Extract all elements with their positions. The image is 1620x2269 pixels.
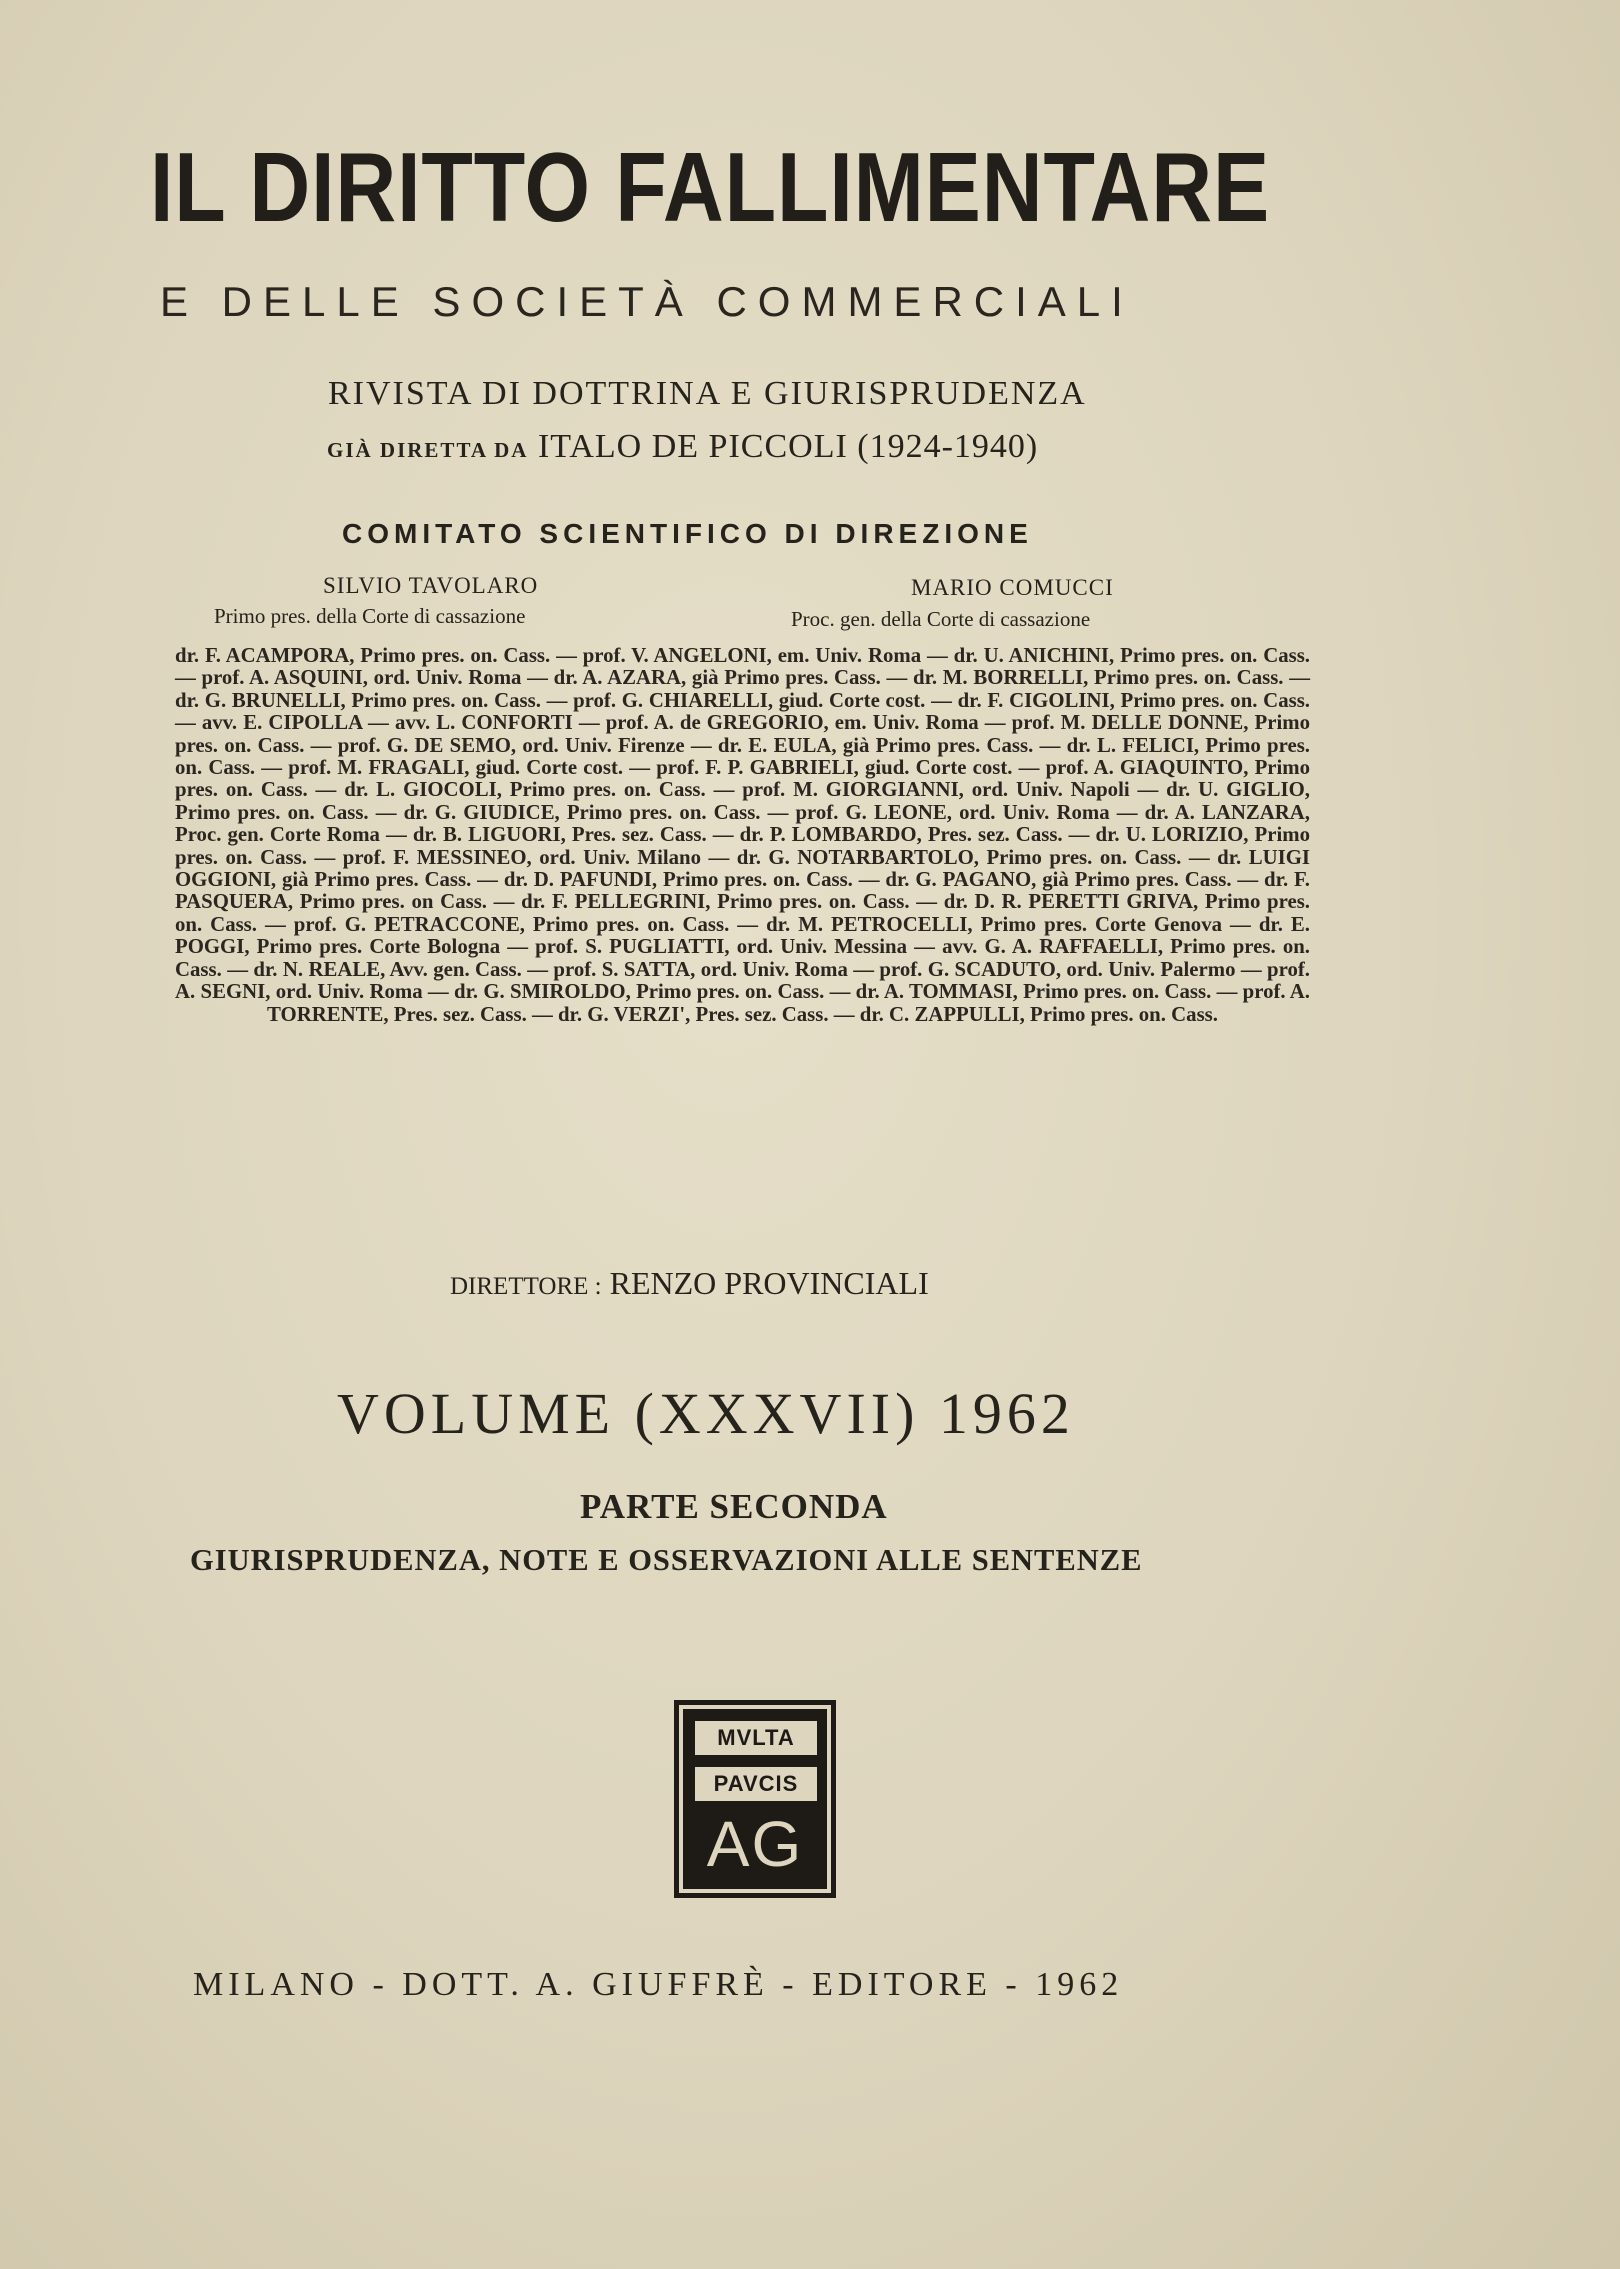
director-role-2: Proc. gen. della Corte di cassazione [791, 607, 1091, 631]
logo-monogram: AG [706, 1808, 804, 1880]
journal-title: IL DIRITTO FALLIMENTARE [150, 132, 1271, 242]
director-name-1: SILVIO TAVOLARO [323, 573, 539, 598]
logo-panel [683, 1709, 827, 1889]
editor-line [450, 1265, 929, 1302]
publisher-imprint: MILANO - DOTT. A. GIUFFRÈ - EDITORE - 1962 [193, 1966, 1124, 2003]
editor-name: RENZO PROVINCIALI [609, 1265, 929, 1301]
founder-prefix: GIÀ DIRETTA DA [327, 438, 529, 462]
logo-motto-1: MVLTA [695, 1721, 817, 1755]
editor-label: DIRETTORE : [450, 1273, 602, 1300]
part-title: PARTE SECONDA [580, 1487, 888, 1526]
committee-members: dr. F. ACAMPORA, Primo pres. on. Cass. — prof. V. ANGELONI, em. Univ. Roma — dr. U. ANICHINI, Primo pres. on. Cass. — prof. A. ASQUINI, ord. Univ. Roma — dr. A. AZARA, già Primo pres. Cass. — dr. M. BORRELLI, Primo pres. on. Cass. — dr. G. BRUNELLI, Primo pres. on. Cass. — prof. G. CHIARELLI, giud. Corte cost. — dr. F. CIGOLINI, Primo pres. on. Cass. — avv. E. CIPOLLA — avv. L. CONFORTI — prof. A. de GREGORIO, em. Univ. Roma — prof. M. DELLE DONNE, Primo pres. on. Cass. — prof. G. DE SEMO, ord. Univ. Firenze — dr. E. EULA, già Primo pres. Cass. — dr. L. FELICI, Primo pres. on. Cass. — prof. M. FRAGALI, giud. Corte cost. — prof. F. P. GABRIELI, giud. Corte cost. — prof. A. GIAQUINTO, Primo pres. on. Cass. — dr. L. GIOCOLI, Primo pres. on. Cass. — prof. M. GIORGIANNI, ord. Univ. Napoli — dr. U. GIGLIO, Primo pres. on. Cass. — dr. G. GIUDICE, Primo pres. on. Cass. — prof. G. LEONE, ord. Univ. Roma — dr. A. LANZARA, Proc. gen. Corte Roma — dr. B. LIGUORI, Pres. sez. Cass. — dr. P. LOMBARDO, Pres. sez. Cass. — dr. U. LORIZIO, Primo pres. on. Cass. — prof. F. MESSINEO, ord. Univ. Milano — dr. G. NOTARBARTOLO, Primo pres. on. Cass. — dr. LUIGI OGGIONI, già Primo pres. Cass. — dr. D. PAFUNDI, Primo pres. on. Cass. — dr. G. PAGANO, già Primo pres. Cass. — dr. F. PASQUERA, Primo pres. on Cass. — dr. F. PELLEGRINI, Primo pres. on. Cass. — dr. D. R. PERETTI GRIVA, Primo pres. on. Cass. — prof. G. PETRACCONE, Primo pres. on. Cass. — dr. M. PETROCELLI, Primo pres. Corte Genova — dr. E. POGGI, Primo pres. Corte Bologna — prof. S. PUGLIATTI, ord. Univ. Messina — avv. G. A. RAFFAELLI, Primo pres. on. Cass. — dr. N. REALE, Avv. gen. Cass. — prof. S. SATTA, ord. Univ. Roma — prof. G. SCADUTO, ord. Univ. Palermo — prof. A. SEGNI, ord. Univ. Roma — dr. G. SMIROLDO, Primo pres. on. Cass. — dr. A. TOMMASI, Primo pres. on. Cass. — prof. A. TORRENTE, Pres. sez. Cass. — dr. G. VERZI', Pres. sez. Cass. — dr. C. ZAPPULLI, Primo pres. on. Cass. [175, 644, 1310, 1026]
director-name-2: MARIO COMUCCI [911, 575, 1114, 600]
founder-name: ITALO DE PICCOLI (1924-1940) [537, 428, 1039, 465]
part-contents: GIURISPRUDENZA, NOTE E OSSERVAZIONI ALLE SENTENZE [190, 1543, 1143, 1577]
publisher-logo [674, 1700, 836, 1898]
founder-line [327, 428, 1038, 466]
logo-motto-2: PAVCIS [695, 1767, 817, 1801]
journal-subtitle: E DELLE SOCIETÀ COMMERCIALI [160, 278, 1134, 325]
director-role-1: Primo pres. della Corte di cassazione [214, 604, 526, 628]
journal-description: RIVISTA DI DOTTRINA E GIURISPRUDENZA [328, 375, 1087, 412]
committee-heading: COMITATO SCIENTIFICO DI DIREZIONE [342, 518, 1033, 549]
volume-title: VOLUME (XXXVII) 1962 [337, 1381, 1075, 1446]
